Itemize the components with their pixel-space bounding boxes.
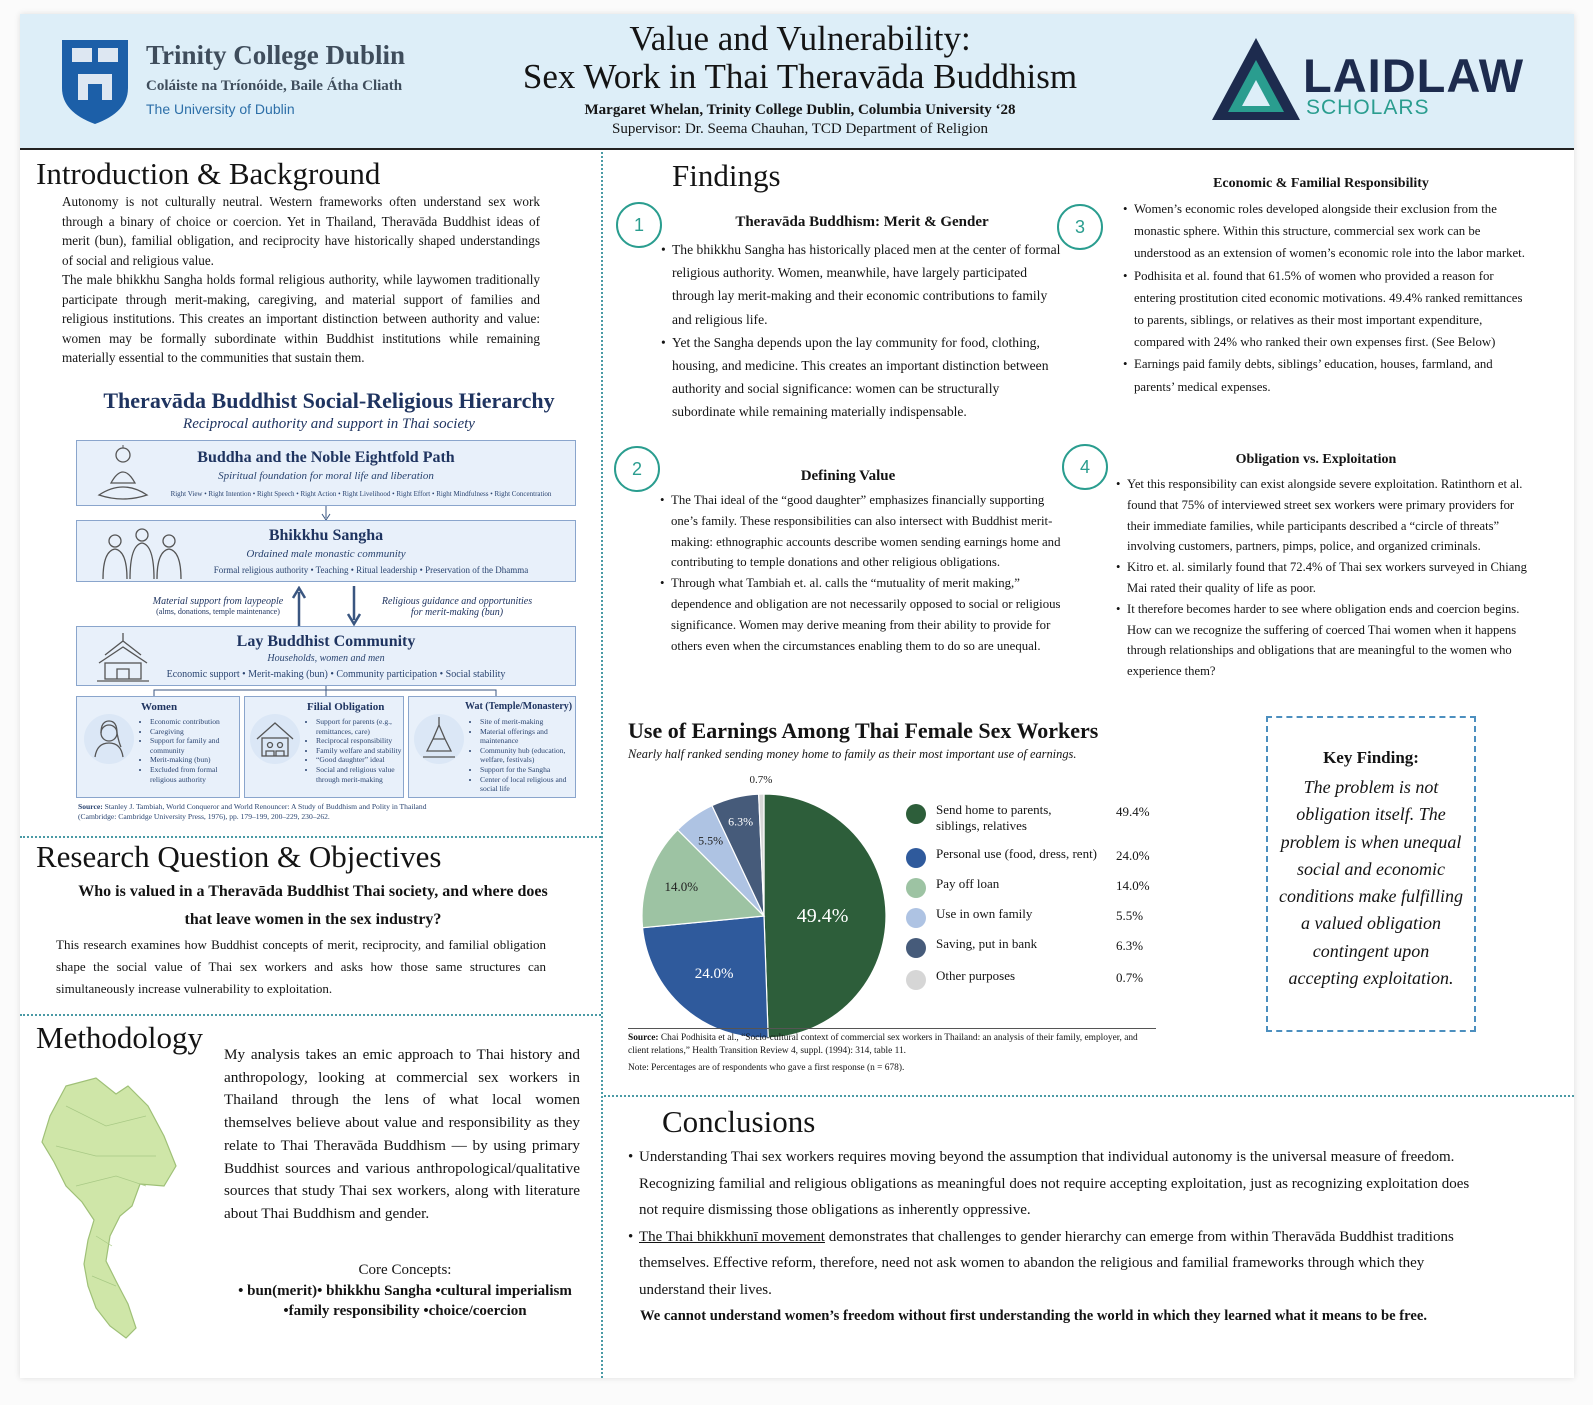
findings-heading: Findings — [672, 158, 781, 193]
wat-item: • Support for the Sangha — [480, 765, 575, 775]
filial-item: • Family welfare and stability — [316, 746, 403, 756]
women-item: • Support for family and community — [150, 736, 237, 755]
woman-icon — [83, 713, 135, 765]
finding-2-bullet: • The Thai ideal of the “good daughter” emphasizes financially supporting one’s family. These responsibilities can also intersect with Buddhist merit-making: ethnographic accounts describe women sending earnings home and contributing to temple donations and other religious obligations. — [660, 490, 1068, 573]
finding-2-bullet: • Through what Tambiah et. al. calls the “mutuality of merit making,” dependence and obligation are not necessarily opposed to social or religious significance. Women may derive meaning from their ability to provide for others even when the circumstances enabling them to do so are unequal. — [660, 573, 1068, 656]
left-arrow-label-line-2: (alms, donations, temple maintenance) — [156, 607, 280, 616]
chart-title: Use of Earnings Among Thai Female Sex Workers — [628, 718, 1099, 743]
women-item: • Excluded from formal religious authority — [150, 765, 237, 784]
finding-4-bullet: • Yet this responsibility can exist alongside severe exploitation. Ratinthorn et al. found that 75% of interviewed street sex workers were primary providers for their immediate families, while participants described a “circle of threats” involving customers, partners, pimps, police, and organized criminals. — [1116, 474, 1528, 557]
women-box — [76, 696, 240, 798]
legend-value: 24.0% — [1116, 848, 1150, 863]
hierarchy-source-label: Source: — [78, 802, 103, 811]
core-concepts-label: Core Concepts: — [358, 1262, 452, 1278]
finding-4-bullets — [1116, 474, 1528, 682]
legend-value: 6.3% — [1116, 938, 1144, 953]
conclusions-heading: Conclusions — [662, 1104, 816, 1139]
lay-list: Economic support • Merit-making (bun) • Community participation • Social stability — [166, 669, 506, 680]
legend-entry — [906, 846, 1166, 880]
legend-swatch — [906, 804, 926, 824]
pie-slice-label: 14.0% — [664, 878, 699, 894]
legend-swatch — [906, 848, 926, 868]
filial-title: Filial Obligation — [307, 701, 385, 713]
chart-legend — [906, 802, 1166, 1002]
chart-source-label: Source: — [628, 1033, 659, 1043]
tcd-crest-icon — [60, 38, 130, 126]
pie-slice-label: 24.0% — [694, 966, 734, 983]
finding-3-bullet: • Podhisita et al. found that 61.5% of women who provided a reason for entering prostitution cited economic motivations. 49.4% ranked remittances to parents, siblings, or relatives as their most important expenditure, compared with 24% who ranked their own expenses first. (See Below) — [1123, 265, 1535, 354]
legend-swatch — [906, 938, 926, 958]
pagoda-icon — [413, 713, 465, 765]
legend-label: Other purposes — [936, 968, 1016, 983]
finding-4-number: 4 — [1062, 444, 1108, 490]
legend-label: Send home to parents, siblings, relatives — [936, 802, 1052, 833]
research-question-line-1: Who is valued in a Theravāda Buddhist Thai society, and where does — [78, 883, 548, 900]
laidlaw-scholars: SCHOLARS — [1306, 96, 1430, 119]
right-arrow-label-line-2: for merit-making (bun) — [410, 607, 504, 618]
legend-swatch — [906, 878, 926, 898]
supervisor-line: Supervisor: Dr. Seema Chauhan, TCD Department of Religion — [612, 121, 988, 137]
thailand-map-icon — [36, 1076, 186, 1346]
chart-source-text: Chai Podhisita et al., “Socio-cultural context of commercial sex workers in Thailand: an analysis of their family, employer, and client relations,” Health Transition Review 4, suppl. (1994): 314, table 11. — [628, 1033, 1138, 1056]
research-question — [48, 878, 578, 934]
hierarchy-subtitle: Reciprocal authority and support in Thai society — [183, 416, 475, 432]
pie-slice-label: 0.7% — [749, 774, 773, 787]
lay-subtitle: Households, women and men — [267, 653, 385, 664]
research-body: This research examines how Buddhist concepts of merit, reciprocity, and familial obligation shape the social value of Thai sex workers and asks how those same structures can simultaneously increase vulnerability to exploitation. — [56, 937, 546, 996]
finding-1-number: 1 — [616, 202, 662, 248]
core-concepts-line-1: • bun(merit)• bhikkhu Sangha •cultural imperialism — [238, 1283, 572, 1299]
poster — [20, 14, 1574, 1378]
legend-label: Use in own family — [936, 906, 1033, 921]
buddha-subtitle: Spiritual foundation for moral life and liberation — [218, 470, 434, 482]
sangha-title: Bhikkhu Sangha — [268, 527, 384, 544]
pie-slice-label: 6.3% — [728, 814, 754, 829]
wat-item: • Material offerings and maintenance — [480, 727, 575, 746]
finding-1-bullet: • Yet the Sangha depends upon the lay community for food, clothing, housing, and medicine. This creates an important distinction between authority and social significance: women can be structurally subordinate while remaining materially indispensable. — [661, 331, 1063, 424]
finding-4-title: Obligation vs. Exploitation — [1235, 452, 1397, 467]
filial-item: • Support for parents (e.g., remittances, care) — [316, 717, 403, 736]
conclusion-bullet-2 — [628, 1224, 1478, 1304]
left-arrow-label — [128, 596, 308, 616]
lay-community-box — [76, 626, 576, 686]
legend-label: Saving, put in bank — [936, 936, 1038, 951]
filial-item: • Social and religious value through merit-making — [316, 765, 403, 784]
core-concepts — [210, 1262, 600, 1320]
finding-3-bullet: • Women’s economic roles developed alongside their exclusion from the monastic sphere. Within this structure, commercial sex work can be understood as an extension of women’s economic role into the labor market. — [1123, 198, 1535, 265]
hierarchy-source — [78, 802, 458, 822]
arrow-down-large-icon — [346, 586, 362, 626]
poster-header — [20, 14, 1574, 150]
pie-slice-label: 49.4% — [796, 904, 849, 927]
finding-3-bullet: • Earnings paid family debts, siblings’ education, houses, farmland, and parents’ medical expenses. — [1123, 353, 1535, 397]
legend-value: 14.0% — [1116, 878, 1150, 893]
wat-item: • Site of merit-making — [480, 717, 575, 727]
hierarchy-source-text: Stanley J. Tambiah, World Conqueror and World Renouncer: A Study of Buddhism and Polity in Thailand (Cambridge: Cambridge University Press, 1976), pp. 179–199, 200–229, 230–262. — [78, 802, 427, 821]
intro-paragraph-2: The male bhikkhu Sangha holds formal religious authority, while laywomen traditionally participate through merit-making, caregiving, and material support of families and religious institutions. This creates an important distinction between authority and value: women may be formally subordinate within Buddhist institutions while remaining materially essential to the communities that sustain them. — [62, 272, 540, 365]
finding-2-number: 2 — [614, 446, 660, 492]
research-question-line-2: that leave women in the sex industry? — [184, 911, 442, 928]
method-body: My analysis takes an emic approach to Thai history and anthropology, looking at commercial sex workers in Thailand through the lens of what local women themselves believe about value and responsibility as they relate to Thai Theravāda Buddhism — by using primary Buddhist sources and various anthropological/qualitative sources that study Thai sex workers, along with literature about Thai Buddhism and gender. — [224, 1046, 580, 1222]
women-item: • Merit-making (bun) — [150, 755, 237, 765]
finding-4-bullet: • It therefore becomes harder to see where obligation ends and coercion begins. How can we recognize the suffering of coerced Thai women when it happens through relationships and obligations that are meaningful to the women who experience them? — [1116, 599, 1528, 682]
research-heading: Research Question & Objectives — [36, 839, 442, 874]
intro-heading: Introduction & Background — [36, 156, 381, 191]
family-house-icon — [249, 713, 301, 765]
women-title: Women — [141, 701, 178, 713]
legend-entry — [906, 802, 1166, 836]
lay-title: Lay Buddhist Community — [236, 633, 416, 650]
legend-label: Pay off loan — [936, 876, 1000, 891]
tcd-name: Trinity College Dublin — [146, 40, 406, 70]
finding-3-title: Economic & Familial Responsibility — [1213, 176, 1429, 191]
legend-value: 5.5% — [1116, 908, 1144, 923]
filial-box — [244, 696, 404, 798]
section-divider-findings — [604, 1095, 1574, 1097]
legend-swatch — [906, 908, 926, 928]
finding-1-title: Theravāda Buddhism: Merit & Gender — [735, 214, 989, 230]
finding-2-title: Defining Value — [800, 468, 896, 484]
tcd-university: The University of Dublin — [146, 101, 295, 117]
laidlaw-triangle-icon — [1210, 36, 1302, 124]
chart-rule — [628, 1028, 1156, 1029]
legend-entry — [906, 876, 1166, 910]
finding-3-bullets — [1123, 198, 1535, 398]
sangha-list: Formal religious authority • Teaching • Ritual leadership • Preservation of the Dhamma — [213, 565, 529, 575]
women-item: • Economic contribution — [150, 717, 237, 727]
finding-3-number: 3 — [1057, 204, 1103, 250]
legend-entry — [906, 968, 1166, 1002]
poster-title-line-2: Sex Work in Thai Theravāda Buddhism — [522, 57, 1078, 96]
key-finding-body: The problem is not obligation itself. The problem is when unequal social and economic conditions make fulfilling a valued obligation contingent upon accepting exploitation. — [1279, 777, 1463, 989]
wat-title: Wat (Temple/Monastery) — [465, 701, 573, 712]
conclusions-final: We cannot understand women’s freedom without first understanding the world in which they learned what it means to be free. — [640, 1308, 1427, 1324]
author-line: Margaret Whelan, Trinity College Dublin, Columbia University ‘28 — [584, 102, 1016, 118]
hierarchy-diagram — [76, 388, 582, 828]
conclusion-bullet-1: • Understanding Thai sex workers requires moving beyond the assumption that individual autonomy is the universal measure of freedom. Recognizing familial and religious obligations as meaningful does not require accepting exploitation, just as recognizing exploitation does not require dismissing those obligations as inherently oppressive. — [628, 1144, 1478, 1224]
section-divider-research — [20, 1014, 601, 1016]
left-arrow-label-line-1: Material support from laypeople — [152, 596, 284, 607]
intro-paragraph-1: Autonomy is not culturally neutral. Western frameworks often understand sex work through a binary of choice or coercion. Yet in Thailand, Theravāda Buddhist ideas of merit (bun), familial obligation, and reciprocity have historically shaped understandings of social and religious value. — [62, 194, 540, 268]
right-arrow-label — [372, 596, 542, 618]
legend-value: 49.4% — [1116, 804, 1150, 819]
legend-entry — [906, 906, 1166, 940]
key-finding-box — [1266, 716, 1476, 1032]
legend-entry — [906, 936, 1166, 970]
buddha-title: Buddha and the Noble Eightfold Path — [197, 449, 455, 466]
pie-chart — [624, 766, 904, 1046]
right-arrow-label-line-1: Religious guidance and opportunities — [381, 596, 533, 607]
finding-4-bullet: • Kitro et. al. similarly found that 72.4% of Thai sex workers surveyed in Chiang Mai rated their quality of life as poor. — [1116, 557, 1528, 599]
legend-value: 0.7% — [1116, 970, 1144, 985]
tcd-logo-block — [60, 38, 420, 128]
buddha-box — [76, 440, 576, 506]
pie-slice-label: 5.5% — [698, 833, 724, 848]
section-divider-intro — [20, 836, 601, 838]
chart-subtitle: Nearly half ranked sending money home to family as their most important use of earnings. — [628, 747, 1077, 761]
method-heading: Methodology — [36, 1020, 204, 1055]
wat-list — [471, 717, 575, 794]
filial-item: • “Good daughter” ideal — [316, 755, 403, 765]
conclusions-bullets — [628, 1144, 1478, 1304]
women-list — [141, 717, 237, 784]
legend-swatch — [906, 970, 926, 990]
wat-item: • Center of local religious and social life — [480, 775, 575, 794]
finding-1-bullets — [661, 238, 1063, 424]
hierarchy-title: Theravāda Buddhist Social-Religious Hierarchy — [103, 388, 555, 413]
laidlaw-name: LAIDLAW — [1303, 49, 1525, 102]
filial-list — [307, 717, 403, 784]
key-finding-title: Key Finding: — [1323, 748, 1419, 767]
wat-item: • Community hub (education, welfare, festivals) — [480, 746, 575, 765]
arrow-up-icon — [291, 586, 307, 626]
chart-source — [628, 1032, 1148, 1057]
tcd-irish-name: Coláiste na Tríonóide, Baile Átha Cliath — [146, 78, 403, 94]
poster-title-block — [460, 20, 1140, 138]
sangha-box — [76, 520, 576, 582]
finding-1-bullet: • The bhikkhu Sangha has historically placed men at the center of formal religious authority. Women, meanwhile, have largely participated through lay merit-making and their economic contributions to family and religious life. — [661, 238, 1063, 331]
bhikkhuni-movement-link[interactable]: The Thai bhikkhunī movement — [639, 1228, 825, 1245]
women-item: • Caregiving — [150, 727, 237, 737]
filial-item: • Reciprocal responsibility — [316, 736, 403, 746]
eightfold-path-list: Right View • Right Intention • Right Speech • Right Action • Right Livelihood • Right Effort • Right Mindfulness • Right Concentration — [170, 490, 552, 498]
conclusion-bullet-2-text: demonstrates that challenges to gender hierarchy can emerge from within Theravāda Buddhist traditions themselves. Effective reform, therefore, need not ask women to abandon the religious and familial frameworks through which they understand their lives. — [639, 1228, 1454, 1298]
laidlaw-logo-block — [1210, 32, 1530, 132]
finding-2-bullets — [660, 490, 1068, 656]
wat-box — [408, 696, 576, 798]
chart-note: Note: Percentages are of respondents who gave a first response (n = 678). — [628, 1063, 905, 1073]
poster-title-line-1: Value and Vulnerability: — [629, 19, 971, 58]
legend-label: Personal use (food, dress, rent) — [936, 846, 1098, 861]
sangha-subtitle: Ordained male monastic community — [246, 548, 406, 560]
core-concepts-line-2: •family responsibility •choice/coercion — [283, 1303, 527, 1319]
column-divider — [601, 152, 603, 1378]
